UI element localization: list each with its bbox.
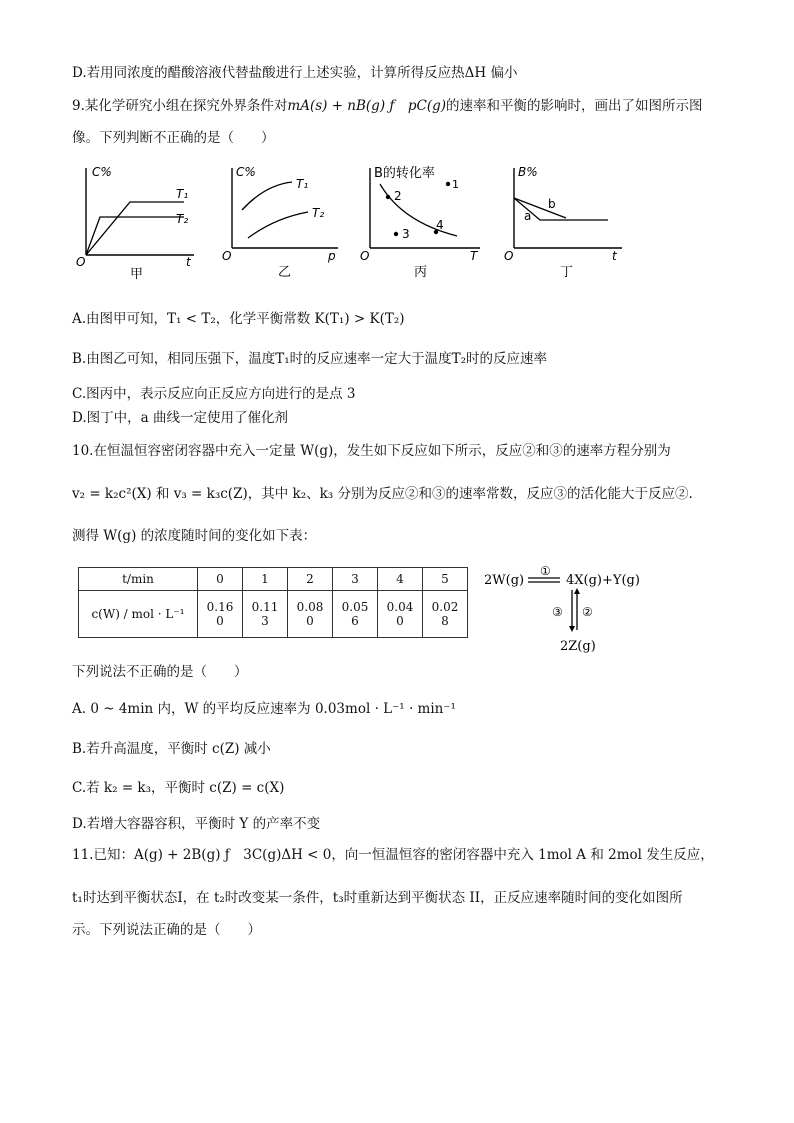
q9-text-a: 9.某化学研究小组在探究外界条件对 (72, 98, 288, 114)
table-header: 0 (198, 568, 243, 591)
q9-option-c: C.图丙中，表示反应向正反应方向进行的是点 3 (72, 386, 356, 402)
graph-bing (362, 160, 492, 285)
cell-line: 3 (261, 614, 269, 628)
bing-point-1 (446, 182, 450, 186)
graph-jia (72, 160, 202, 285)
bing-y-label: B的转化率 (374, 166, 435, 181)
q9-stem-2: 像。下列判断不正确的是（ ） (72, 130, 275, 146)
bing-origin: O (360, 249, 370, 263)
bing-label-2: 2 (394, 189, 402, 203)
cell-line: 0.02 (431, 600, 459, 614)
bing-label-4: 4 (436, 218, 444, 232)
q11-stem: 11.已知：A(g) + 2B(g) ƒ 3C(g)ΔH < 0，向一恒温恒容的密闭容器中充入 1mol A 和 2mol 发生反应， (72, 847, 714, 863)
bing-label-1: 1 (452, 178, 459, 191)
cell-line: 0 (306, 614, 314, 628)
q9-text-b: 的速率和平衡的影响时，画出了如图所示图 (446, 98, 703, 114)
concentration-table (78, 567, 468, 638)
table-header: 5 (423, 568, 468, 591)
q9-equation: mA(s) + nB(g) ƒ pC(g) (287, 98, 447, 114)
reaction-n3: ③ (552, 605, 563, 619)
cell-line: 0.11 (251, 600, 279, 614)
yi-t1: T₁ (296, 177, 309, 191)
jia-y-label: C% (92, 165, 112, 179)
table-row (79, 591, 468, 638)
q11-stem-2: t₁时达到平衡状态Ⅰ，在 t₂时改变某一条件，t₃时重新达到平衡状态 II，正反应速率随时间的变化如图所 (72, 890, 683, 906)
cell-line: 6 (351, 614, 359, 628)
table-header: t/min (79, 568, 198, 591)
graph-yi (220, 160, 350, 285)
bing-point-3 (394, 232, 398, 236)
q10-stem-2: v₂ = k₂c²(X) 和 v₃ = k₃c(Z)，其中 k₂、k₃ 分别为反应②和③的速率常数，反应③的活化能大于反应②. (72, 486, 693, 502)
jia-x-label: t (186, 255, 191, 269)
q10-option-a: A. 0 ~ 4min 内，W 的平均反应速率为 0.03mol · L⁻¹ · min⁻¹ (72, 701, 456, 717)
table-header: 3 (333, 568, 378, 591)
ding-name: 丁 (560, 265, 574, 280)
q10-option-c: C.若 k₂ = k₃，平衡时 c(Z) = c(X) (72, 780, 285, 796)
option-d-prev: D.若用同浓度的醋酸溶液代替盐酸进行上述实验，计算所得反应热ΔH 偏小 (72, 65, 518, 81)
reaction-scheme (476, 564, 640, 656)
cell-line: 0.04 (386, 600, 414, 614)
table-row (79, 568, 468, 591)
table-cell (423, 591, 468, 638)
ding-x-label: t (612, 249, 617, 263)
jia-t1: T₁ (176, 187, 189, 201)
table-cell (378, 591, 423, 638)
cell-line: 8 (441, 614, 449, 628)
bing-x-label: T (470, 249, 478, 263)
graph-ding (504, 160, 634, 285)
reaction-left: 2W(g) (484, 573, 525, 588)
table-cell (243, 591, 288, 638)
q11-stem-3: 示。下列说法正确的是（ ） (72, 922, 261, 938)
q10-question: 下列说法不正确的是（ ） (72, 664, 248, 680)
jia-origin: O (76, 255, 86, 269)
table-header: 4 (378, 568, 423, 591)
cell-line: 0.08 (296, 600, 324, 614)
q9-option-d: D.图丁中，a 曲线一定使用了催化剂 (72, 410, 288, 426)
yi-y-label: C% (236, 165, 256, 179)
reaction-bottom: 2Z(g) (560, 639, 596, 654)
yi-name: 乙 (278, 265, 292, 280)
q9-option-a: A.由图甲可知，T₁ < T₂，化学平衡常数 K(T₁) > K(T₂) (72, 311, 405, 327)
cell-line: 0 (216, 614, 224, 628)
q10-option-d: D.若增大容器容积，平衡时 Y 的产率不变 (72, 816, 321, 832)
ding-y-label: B% (518, 165, 538, 179)
table-header: 2 (288, 568, 333, 591)
q9-option-b: B.由图乙可知，相同压强下，温度T₁时的反应速率一定大于温度T₂时的反应速率 (72, 351, 548, 367)
cell-line: 0.16 (206, 600, 234, 614)
cell-line: 0 (396, 614, 404, 628)
table-header: 1 (243, 568, 288, 591)
table-cell (288, 591, 333, 638)
yi-t2: T₂ (312, 206, 325, 220)
table-row-label: c(W) / mol · L⁻¹ (79, 591, 198, 638)
cell-line: 0.05 (341, 600, 369, 614)
q9-stem (72, 97, 703, 115)
bing-name: 丙 (414, 265, 428, 280)
jia-name: 甲 (130, 267, 144, 282)
yi-x-label: p (328, 249, 336, 263)
q10-option-b: B.若升高温度，平衡时 c(Z) 减小 (72, 741, 271, 757)
yi-origin: O (222, 249, 232, 263)
ding-origin: O (504, 249, 514, 263)
q9-graphs (72, 160, 632, 285)
ding-a: a (524, 209, 532, 223)
reaction-right: 4X(g)+Y(g) (566, 573, 640, 588)
table-cell (333, 591, 378, 638)
q10-stem-3: 测得 W(g) 的浓度随时间的变化如下表： (72, 528, 317, 544)
bing-label-3: 3 (402, 227, 410, 241)
reaction-n2: ② (582, 605, 593, 619)
bing-point-2 (386, 195, 390, 199)
jia-t2: T₂ (176, 212, 189, 226)
table-cell (198, 591, 243, 638)
reaction-n1: ① (540, 564, 551, 578)
q10-stem: 10.在恒温恒容密闭容器中充入一定量 W(g)，发生如下反应如下所示，反应②和③的速率方程分别为 (72, 443, 671, 459)
ding-b: b (548, 197, 556, 211)
